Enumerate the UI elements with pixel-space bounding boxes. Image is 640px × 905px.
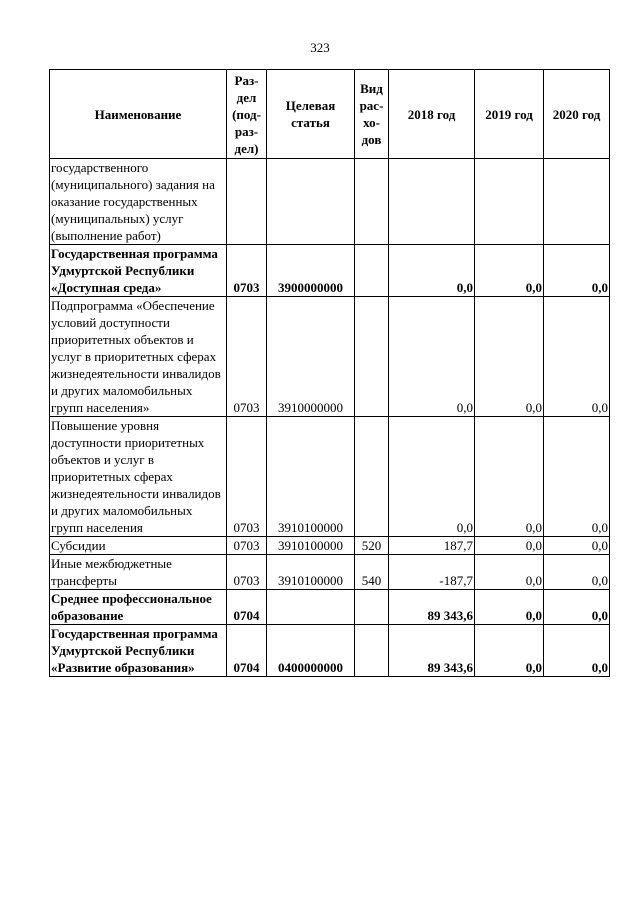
header-2020 xyxy=(544,70,610,159)
header-2018 xyxy=(389,70,475,159)
row-section: 0704 xyxy=(227,625,267,677)
header-2019-label: 2019 год xyxy=(485,106,533,122)
row-2019: 0,0 xyxy=(475,590,544,625)
row-name: государственного (муниципального) задания на оказание государственных (муниципальных) услуг (выполнение работ) xyxy=(50,159,227,245)
table-row xyxy=(50,555,610,590)
row-2019: 0,0 xyxy=(475,245,544,297)
row-2020: 0,0 xyxy=(544,537,610,555)
row-name: Государственная программа Удмуртской Республики «Развитие образования» xyxy=(50,625,227,677)
row-2020: 0,0 xyxy=(544,417,610,537)
row-2020: 0,0 xyxy=(544,555,610,590)
row-section: 0703 xyxy=(227,417,267,537)
row-target xyxy=(267,159,355,245)
row-2019: 0,0 xyxy=(475,297,544,417)
row-2020: 0,0 xyxy=(544,625,610,677)
table-row xyxy=(50,159,610,245)
row-2019: 0,0 xyxy=(475,417,544,537)
row-2020 xyxy=(544,159,610,245)
row-2018: 89 343,6 xyxy=(389,625,475,677)
table-row xyxy=(50,297,610,417)
row-name: Подпрограмма «Обеспечение условий доступности приоритетных объектов и услуг в приоритетных сферах жизнедеятельности инвалидов и других маломобильных групп населения» xyxy=(50,297,227,417)
table-row xyxy=(50,625,610,677)
row-kind xyxy=(355,590,389,625)
row-2018: -187,7 xyxy=(389,555,475,590)
row-name: Субсидии xyxy=(50,537,227,555)
row-target: 3910000000 xyxy=(267,297,355,417)
row-target xyxy=(267,590,355,625)
row-name: Государственная программа Удмуртской Республики «Доступная среда» xyxy=(50,245,227,297)
row-2019: 0,0 xyxy=(475,625,544,677)
row-section: 0703 xyxy=(227,297,267,417)
row-target: 3900000000 xyxy=(267,245,355,297)
row-section: 0703 xyxy=(227,537,267,555)
row-kind xyxy=(355,245,389,297)
header-target: Целевая статья xyxy=(267,70,355,159)
header-2020-label: 2020 год xyxy=(552,106,601,122)
row-target: 3910100000 xyxy=(267,555,355,590)
row-kind xyxy=(355,625,389,677)
header-kind: Вид рас- хо- дов xyxy=(355,70,389,159)
row-2018: 187,7 xyxy=(389,537,475,555)
row-name: Повышение уровня доступности приоритетных объектов и услуг в приоритетных сферах жизнедеятельности инвалидов и других маломобильных групп населения xyxy=(50,417,227,537)
table-row xyxy=(50,590,610,625)
budget-table xyxy=(49,69,610,677)
row-section: 0703 xyxy=(227,555,267,590)
row-kind xyxy=(355,159,389,245)
table-row xyxy=(50,245,610,297)
table-row xyxy=(50,537,610,555)
row-target: 3910100000 xyxy=(267,537,355,555)
row-section xyxy=(227,159,267,245)
row-2019 xyxy=(475,159,544,245)
row-2018: 0,0 xyxy=(389,245,475,297)
row-section: 0704 xyxy=(227,590,267,625)
header-name xyxy=(50,70,227,159)
row-2019: 0,0 xyxy=(475,555,544,590)
row-2018: 0,0 xyxy=(389,297,475,417)
row-name: Иные межбюджетные трансферты xyxy=(50,555,227,590)
page-number: 323 xyxy=(310,40,330,55)
row-2019: 0,0 xyxy=(475,537,544,555)
table-row xyxy=(50,417,610,537)
row-section: 0703 xyxy=(227,245,267,297)
row-kind: 540 xyxy=(355,555,389,590)
row-2018: 89 343,6 xyxy=(389,590,475,625)
row-2020: 0,0 xyxy=(544,590,610,625)
header-section: Раз- дел (под- раз- дел) xyxy=(227,70,267,159)
row-target: 0400000000 xyxy=(267,625,355,677)
header-name-label: Наименование xyxy=(94,106,182,122)
row-2018 xyxy=(389,159,475,245)
row-name: Среднее профессиональное образование xyxy=(50,590,227,625)
row-2020: 0,0 xyxy=(544,245,610,297)
row-kind xyxy=(355,417,389,537)
row-2018: 0,0 xyxy=(389,417,475,537)
table-header-row xyxy=(50,70,610,159)
row-2020: 0,0 xyxy=(544,297,610,417)
row-kind xyxy=(355,297,389,417)
header-2019 xyxy=(475,70,544,159)
header-2018-label: 2018 год xyxy=(407,106,456,122)
row-target: 3910100000 xyxy=(267,417,355,537)
row-kind: 520 xyxy=(355,537,389,555)
